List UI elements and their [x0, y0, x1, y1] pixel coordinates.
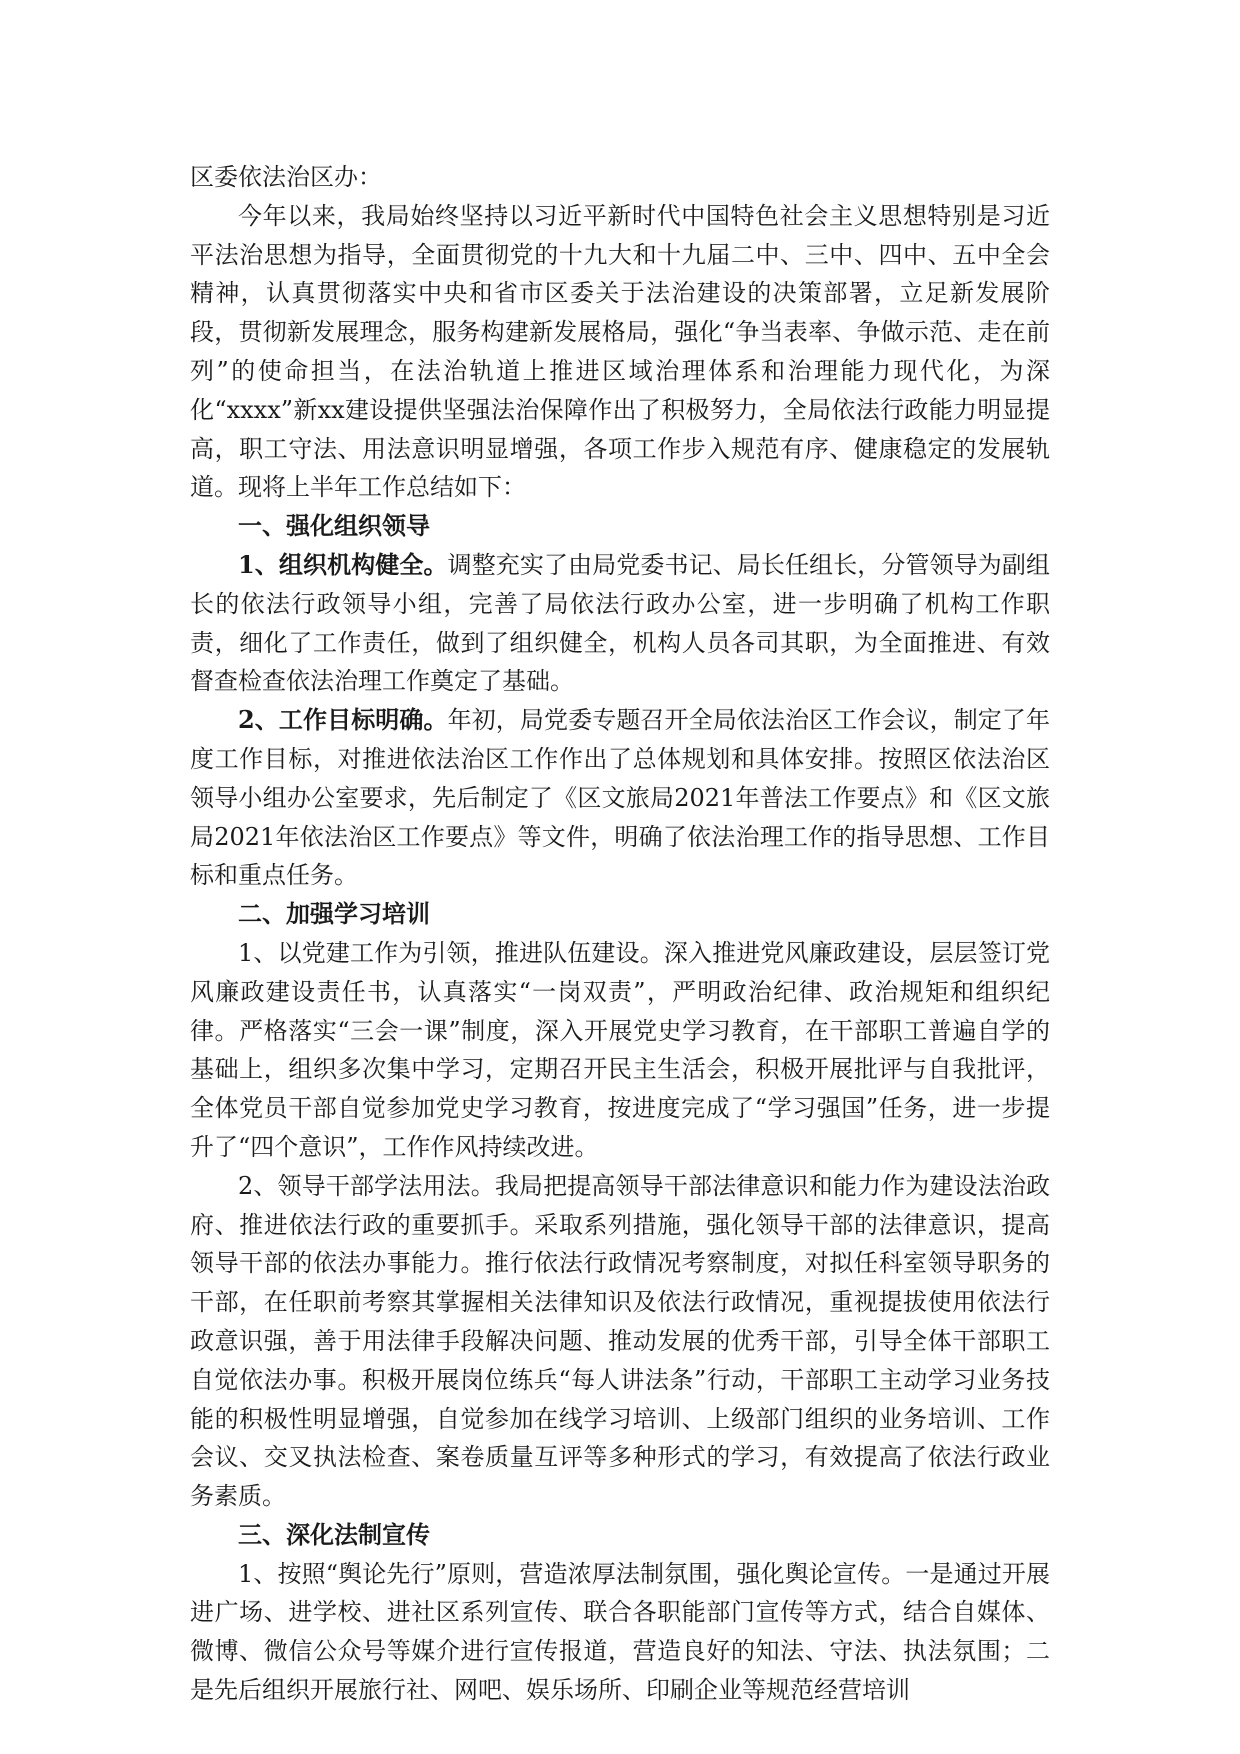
section2-item2: 2、领导干部学法用法。我局把提高领导干部法律意识和能力作为建设法治政府、推进依法行政的重要抓手。采取系列措施，强化领导干部的法律意识，提高领导干部的依法办事能力。推行依法行政情况考察制度，对拟任科室领导职务的干部，在任职前考察其掌握相关法律知识及依法行政情况，重视提拔使用依法行政意识强，善于用法律手段解决问题、推动发展的优秀干部，引导全体干部职工自觉依法办事。积极开展岗位练兵“每人讲法条”行动，干部职工主动学习业务技能的积极性明显增强，自觉参加在线学习培训、上级部门组织的业务培训、工作会议、交叉执法检查、案卷质量互评等多种形式的学习，有效提高了依法行政业务素质。 [190, 1171, 1050, 1511]
item-body: 年初，局党委专题召开全局依法治区工作会议，制定了年度工作目标，对推进依法治区工作作出了总体规划和具体安排。按照区依法治区领导小组办公室要求，先后制定了《区文旅局2021年普法工作要点》和《区文旅局2021年依法治区工作要点》等文件，明确了依法治理工作的指导思想、工作目标和重点任务。 [190, 706, 1051, 890]
salutation: 区委依法治区办： [190, 163, 382, 191]
section-heading-2: 二、加强学习培训 [238, 899, 430, 929]
item-body: 调整充实了由局党委书记、局长任组长，分管领导为副组长的依法行政领导小组，完善了局依法行政办公室，进一步明确了机构工作职责，细化了工作责任，做到了组织健全，机构人员各司其职，为全面推进、有效督查检查依法治理工作奠定了基础。 [190, 550, 1051, 696]
section1-item1 [190, 546, 1050, 701]
section-heading-3: 三、深化法制宣传 [238, 1519, 430, 1549]
item-lead: 1、组织机构健全。 [238, 549, 448, 579]
item-lead: 2、工作目标明确。 [238, 705, 448, 735]
section2-item1: 1、以党建工作为引领，推进队伍建设。深入推进党风廉政建设，层层签订党风廉政建设责任书，认真落实“一岗双责”，严明政治纪律、政治规矩和组织纪律。严格落实“三会一课”制度，深入开展党史学习教育，在干部职工普遍自学的基础上，组织多次集中学习，定期召开民主生活会，积极开展批评与自我批评，全体党员干部自觉参加党史学习教育，按进度完成了“学习强国”任务，进一步提升了“四个意识”，工作作风持续改进。 [190, 938, 1050, 1161]
section3-item1: 1、按照“舆论先行”原则，营造浓厚法制氛围，强化舆论宣传。一是通过开展进广场、进学校、进社区系列宣传、联合各职能部门宣传等方式，结合自媒体、微博、微信公众号等媒介进行宣传报道，营造良好的知法、守法、执法氛围；二是先后组织开展旅行社、网吧、娱乐场所、印刷企业等规范经营培训 [190, 1559, 1050, 1705]
section1-item2 [190, 701, 1050, 895]
section-heading-1: 一、强化组织领导 [238, 511, 430, 541]
intro-paragraph: 今年以来，我局始终坚持以习近平新时代中国特色社会主义思想特别是习近平法治思想为指导，全面贯彻党的十九大和十九届二中、三中、四中、五中全会精神，认真贯彻落实中央和省市区委关于法治建设的决策部署，立足新发展阶段，贯彻新发展理念，服务构建新发展格局，强化“争当表率、争做示范、走在前列”的使命担当，在法治轨道上推进区域治理体系和治理能力现代化，为深化“xxxx”新xx建设提供坚强法治保障作出了积极努力，全局依法行政能力明显提高，职工守法、用法意识明显增强，各项工作步入规范有序、健康稳定的发展轨道。现将上半年工作总结如下： [190, 201, 1050, 502]
